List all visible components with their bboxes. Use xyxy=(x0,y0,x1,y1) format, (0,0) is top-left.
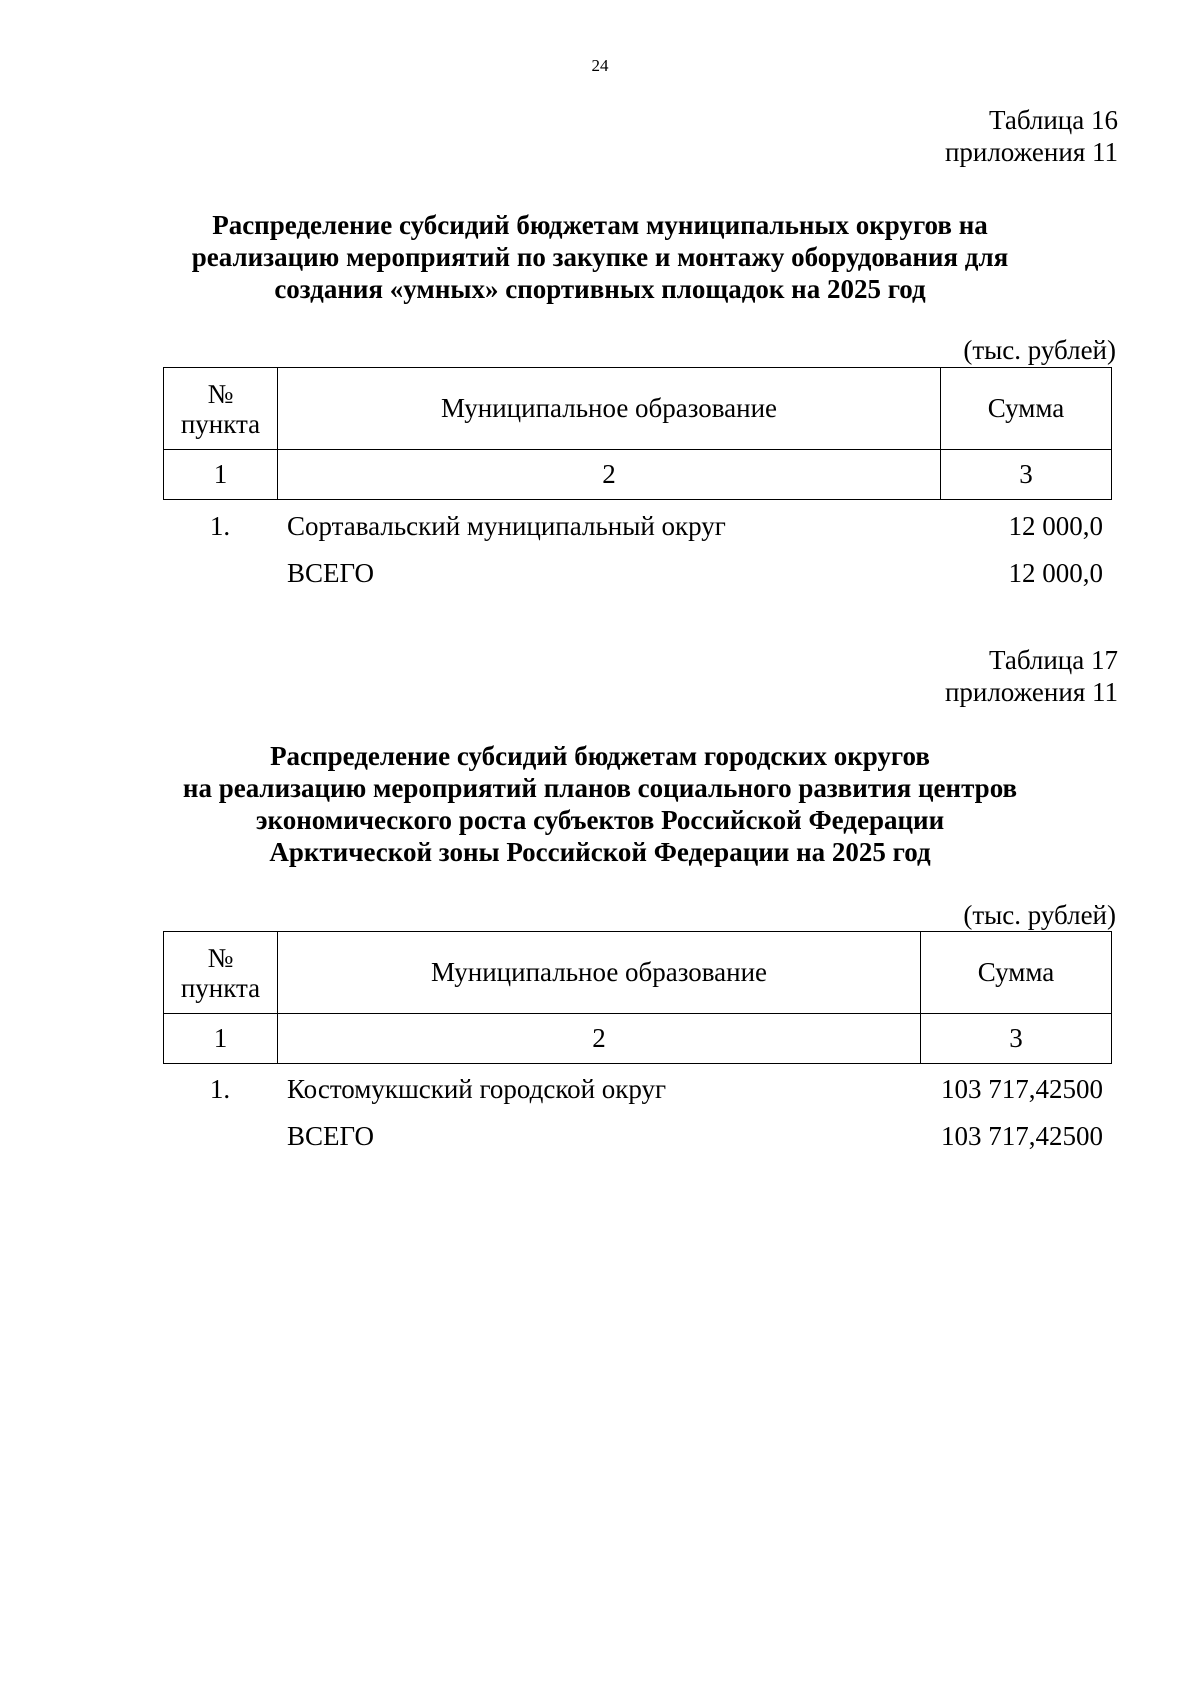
table-17-title xyxy=(150,740,1050,868)
header-col-amount: Сумма xyxy=(921,932,1112,1014)
row-municipality: Сортавальский муниципальный округ xyxy=(287,511,726,541)
total-label: ВСЕГО xyxy=(287,558,374,588)
row-municipality: Костомукшский городской округ xyxy=(287,1074,667,1104)
header-col-number xyxy=(164,932,278,1014)
row-number: 1. xyxy=(209,511,231,541)
title-line: создания «умных» спортивных площадок на 2025 год xyxy=(274,274,926,304)
title-line: Арктической зоны Российской Федерации на 2025 год xyxy=(269,837,931,867)
title-line: экономического роста субъектов Российской Федерации xyxy=(255,805,945,835)
column-number-2: 2 xyxy=(278,1014,921,1064)
table-17-caption xyxy=(945,644,1118,708)
table-17-header xyxy=(163,931,1112,1064)
header-number-sign: № xyxy=(207,942,234,973)
table-row xyxy=(163,511,1111,551)
column-number-1: 1 xyxy=(164,450,278,500)
row-amount: 12 000,0 xyxy=(1008,511,1103,541)
table-16-caption xyxy=(945,104,1118,168)
column-number-3: 3 xyxy=(921,1014,1112,1064)
header-col-number xyxy=(164,368,278,450)
table-16-header xyxy=(163,367,1112,500)
header-number-label: пункта xyxy=(180,408,261,439)
total-amount: 12 000,0 xyxy=(1008,558,1103,588)
table-caption-line: Таблица 17 xyxy=(989,645,1118,675)
column-number-1: 1 xyxy=(164,1014,278,1064)
table-row xyxy=(163,1074,1111,1114)
title-line: реализацию мероприятий по закупке и монтажу оборудования для xyxy=(191,242,1009,272)
table-caption-line: Таблица 16 xyxy=(989,105,1118,135)
total-row xyxy=(163,558,1111,598)
title-line: Распределение субсидий бюджетам муниципальных округов на xyxy=(212,210,988,240)
total-amount: 103 717,42500 xyxy=(941,1121,1103,1151)
column-number-2: 2 xyxy=(278,450,941,500)
header-col-municipality: Муниципальное образование xyxy=(278,932,921,1014)
row-number: 1. xyxy=(209,1074,231,1104)
column-number-3: 3 xyxy=(941,450,1112,500)
header-number-sign: № xyxy=(207,378,234,409)
table-16-title xyxy=(150,209,1050,305)
unit-label: (тыс. рублей) xyxy=(963,900,1116,930)
title-line: Распределение субсидий бюджетам городских округов xyxy=(270,741,930,771)
total-label: ВСЕГО xyxy=(287,1121,374,1151)
header-col-municipality: Муниципальное образование xyxy=(278,368,941,450)
page-number: 24 xyxy=(591,56,609,75)
unit-label: (тыс. рублей) xyxy=(963,335,1116,365)
row-amount: 103 717,42500 xyxy=(941,1074,1103,1104)
total-row xyxy=(163,1121,1111,1161)
header-number-label: пункта xyxy=(180,972,261,1003)
table-caption-appendix: приложения 11 xyxy=(944,137,1118,167)
table-caption-appendix: приложения 11 xyxy=(944,677,1118,707)
header-col-amount: Сумма xyxy=(941,368,1112,450)
title-line: на реализацию мероприятий планов социального развития центров xyxy=(182,773,1018,803)
